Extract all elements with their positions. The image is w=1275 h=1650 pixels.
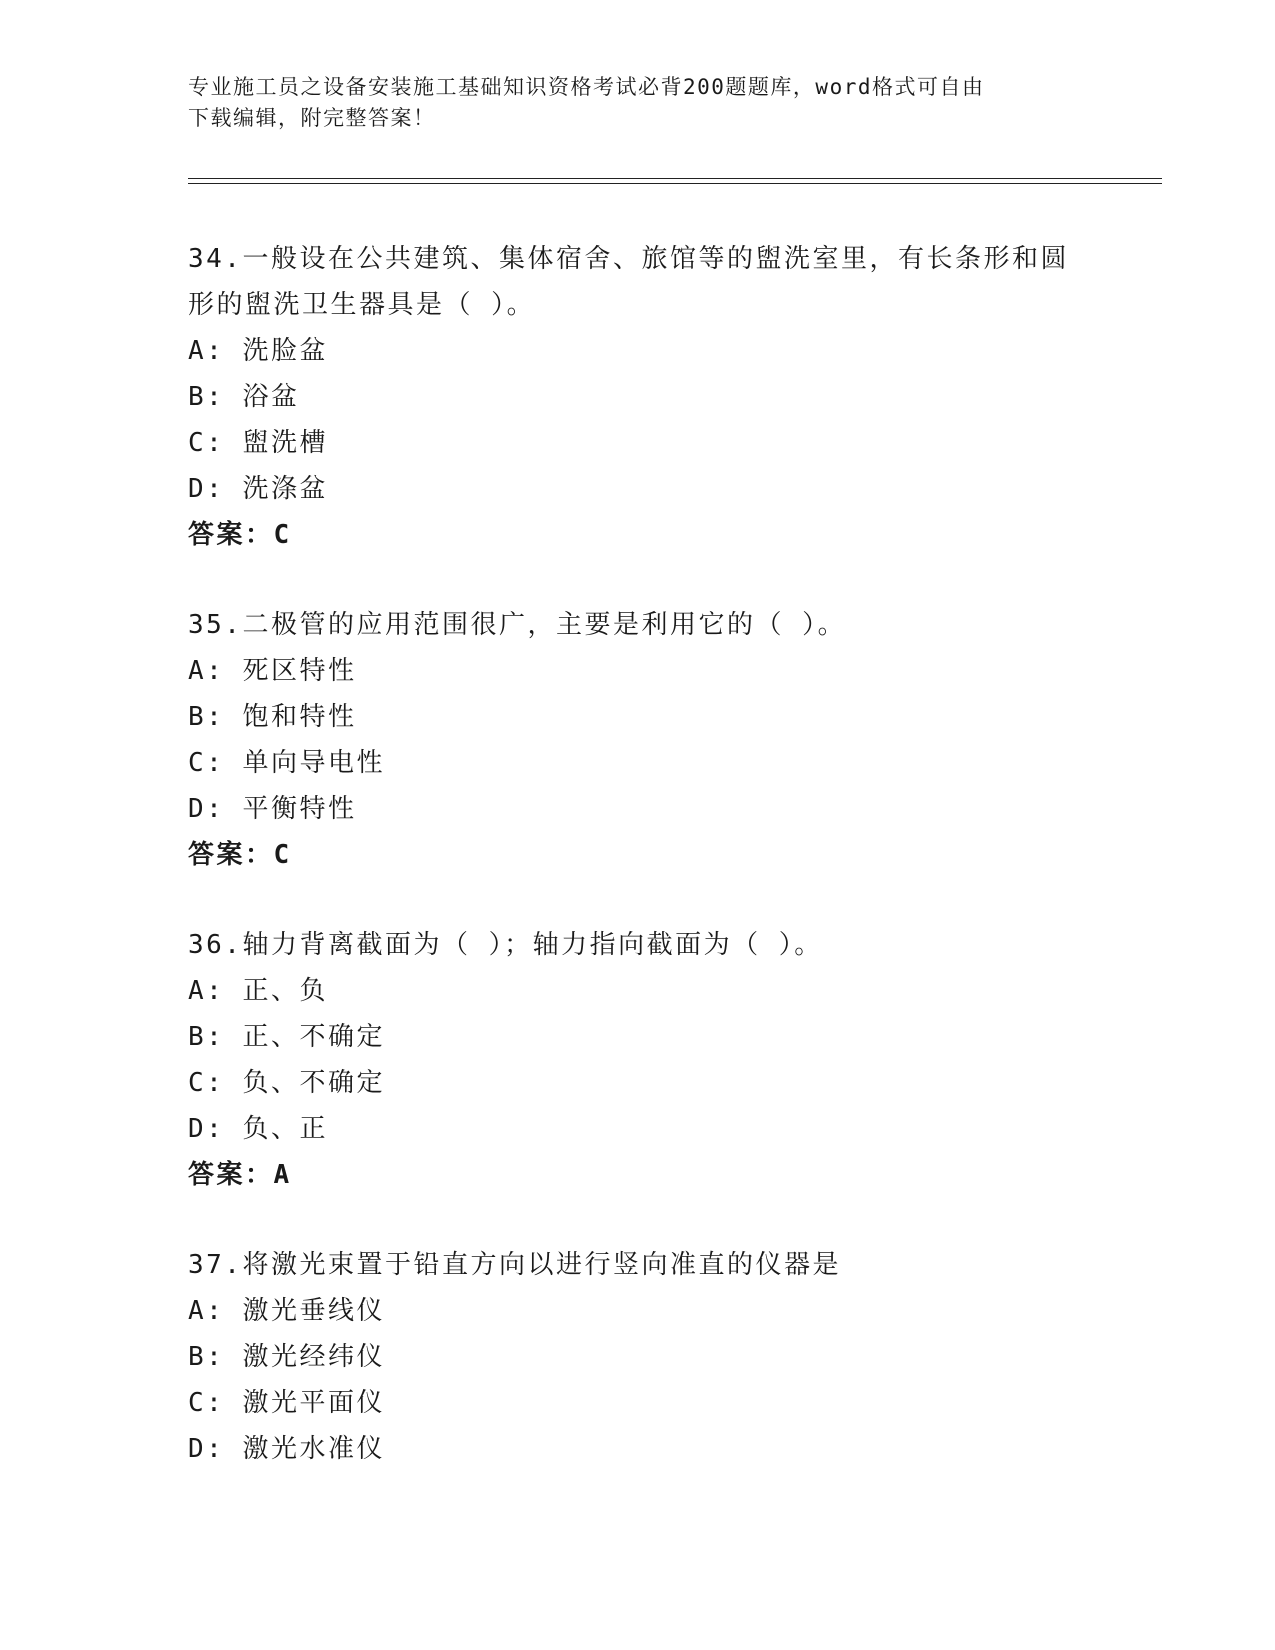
option-a: A: 正、负 [188, 976, 328, 1006]
answer: 答案：C [188, 520, 292, 550]
question-text: 36.轴力背离截面为（ ）；轴力指向截面为（ ）。 [188, 930, 823, 960]
option-c: C: 单向导电性 [188, 748, 385, 778]
question-36 [188, 922, 1088, 1198]
question-37 [188, 1242, 1088, 1472]
option-b: B: 浴盆 [188, 382, 300, 412]
header-divider-top [188, 178, 1162, 179]
answer: 答案：A [188, 1160, 292, 1190]
option-a: A: 死区特性 [188, 656, 357, 686]
option-c: C: 负、不确定 [188, 1068, 385, 1098]
answer: 答案：C [188, 840, 292, 870]
question-34 [188, 236, 1088, 558]
option-b: B: 饱和特性 [188, 702, 357, 732]
option-c: C: 激光平面仪 [188, 1388, 385, 1418]
question-list [188, 236, 1088, 1516]
header-line-2: 下载编辑，附完整答案！ [188, 106, 436, 130]
question-text: 34.一般设在公共建筑、集体宿舍、旅馆等的盥洗室里，有长条形和圆 [188, 244, 1069, 274]
header-line-1: 专业施工员之设备安装施工基础知识资格考试必背200题题库，word格式可自由 [188, 75, 985, 99]
option-b: B: 激光经纬仪 [188, 1342, 385, 1372]
option-d: D: 负、正 [188, 1114, 328, 1144]
option-a: A: 洗脸盆 [188, 336, 328, 366]
option-b: B: 正、不确定 [188, 1022, 385, 1052]
question-text: 37.将激光束置于铅直方向以进行竖向准直的仪器是 [188, 1250, 841, 1280]
question-35 [188, 602, 1088, 878]
option-d: D: 平衡特性 [188, 794, 357, 824]
question-text: 35.二极管的应用范围很广，主要是利用它的（ ）。 [188, 610, 847, 640]
option-c: C: 盥洗槽 [188, 428, 328, 458]
header-divider-bottom [188, 183, 1162, 184]
option-d: D: 洗涤盆 [188, 474, 328, 504]
option-d: D: 激光水准仪 [188, 1434, 385, 1464]
question-text-continued: 形的盥洗卫生器具是（ ）。 [188, 290, 536, 320]
option-a: A: 激光垂线仪 [188, 1296, 385, 1326]
document-header [188, 72, 1068, 134]
